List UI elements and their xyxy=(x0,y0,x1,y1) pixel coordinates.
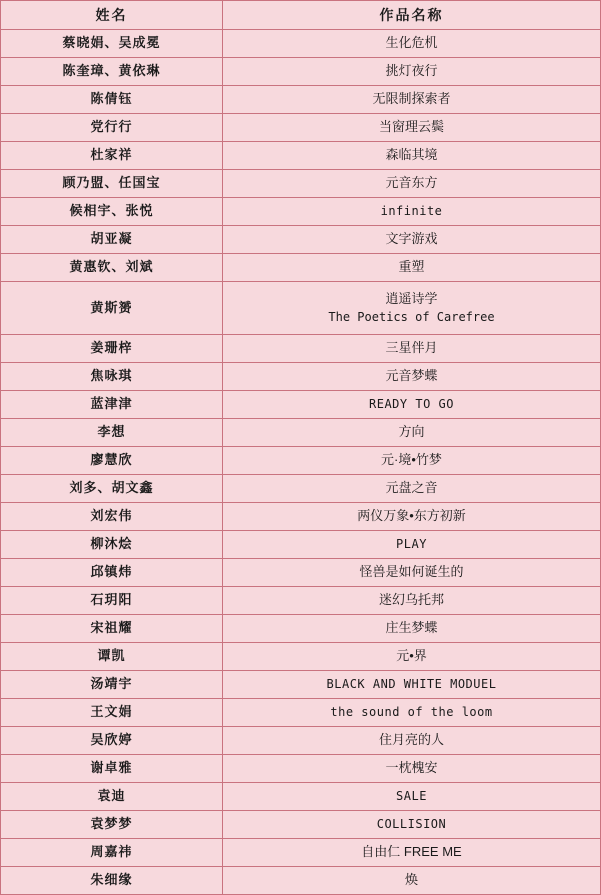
cell-name: 杜家祥 xyxy=(1,142,223,170)
table-row xyxy=(1,86,601,114)
cell-name: 廖慧欣 xyxy=(1,447,223,475)
cell-name: 邱镇炜 xyxy=(1,559,223,587)
table-row xyxy=(1,335,601,363)
cell-work: 元音梦蝶 xyxy=(223,363,601,391)
cell-work: 元•界 xyxy=(223,643,601,671)
table-row xyxy=(1,170,601,198)
table-row xyxy=(1,114,601,142)
table-row xyxy=(1,671,601,699)
cell-name: 蓝津津 xyxy=(1,391,223,419)
table-row xyxy=(1,503,601,531)
table-row xyxy=(1,699,601,727)
cell-work: 两仪万象•东方初新 xyxy=(223,503,601,531)
column-header-work: 作品名称 xyxy=(223,1,601,30)
cell-work: 迷幻乌托邦 xyxy=(223,587,601,615)
cell-name: 宋祖耀 xyxy=(1,615,223,643)
cell-work: COLLISION xyxy=(223,811,601,839)
cell-work: BLACK AND WHITE MODUEL xyxy=(223,671,601,699)
cell-work: 生化危机 xyxy=(223,30,601,58)
cell-name: 刘宏伟 xyxy=(1,503,223,531)
cell-work: 方向 xyxy=(223,419,601,447)
table-row xyxy=(1,363,601,391)
cell-work: 挑灯夜行 xyxy=(223,58,601,86)
cell-work: 元盘之音 xyxy=(223,475,601,503)
column-header-name: 姓名 xyxy=(1,1,223,30)
cell-name: 石玥阳 xyxy=(1,587,223,615)
cell-name: 吴欣婷 xyxy=(1,727,223,755)
cell-work: 元音东方 xyxy=(223,170,601,198)
cell-name: 刘多、胡文鑫 xyxy=(1,475,223,503)
cell-work: 森临其境 xyxy=(223,142,601,170)
cell-work-line-1: 逍遥诗学 xyxy=(385,290,438,306)
cell-name: 袁迪 xyxy=(1,783,223,811)
cell-name: 蔡晓娟、吴成冕 xyxy=(1,30,223,58)
table-row xyxy=(1,531,601,559)
cell-name: 党行行 xyxy=(1,114,223,142)
cell-work: 住月亮的人 xyxy=(223,727,601,755)
table-row xyxy=(1,587,601,615)
cell-name: 焦咏琪 xyxy=(1,363,223,391)
table-row xyxy=(1,447,601,475)
cell-work: 文字游戏 xyxy=(223,226,601,254)
table-row xyxy=(1,30,601,58)
table-row xyxy=(1,811,601,839)
cell-name: 谭凯 xyxy=(1,643,223,671)
cell-name: 陈奎璋、黄依琳 xyxy=(1,58,223,86)
cell-work: 重塑 xyxy=(223,254,601,282)
table-row xyxy=(1,783,601,811)
cell-work: READY TO GO xyxy=(223,391,601,419)
cell-work xyxy=(223,282,601,335)
cell-name: 袁梦梦 xyxy=(1,811,223,839)
cell-name: 谢卓雅 xyxy=(1,755,223,783)
table-row xyxy=(1,727,601,755)
cell-work: 自由仁 FREE ME xyxy=(223,839,601,867)
cell-name: 陈倩钰 xyxy=(1,86,223,114)
table-row xyxy=(1,226,601,254)
table-row xyxy=(1,142,601,170)
cell-work: 当窗理云鬓 xyxy=(223,114,601,142)
table-row xyxy=(1,839,601,867)
cell-work: infinite xyxy=(223,198,601,226)
table-header xyxy=(1,1,601,30)
cell-name: 姜珊梓 xyxy=(1,335,223,363)
cell-name: 胡亚凝 xyxy=(1,226,223,254)
table-row xyxy=(1,615,601,643)
cell-work: 三星伴月 xyxy=(223,335,601,363)
cell-name: 柳沐烩 xyxy=(1,531,223,559)
table-body xyxy=(1,30,601,895)
cell-name: 汤靖宇 xyxy=(1,671,223,699)
cell-work: 焕 xyxy=(223,867,601,895)
table-row xyxy=(1,559,601,587)
cell-name: 朱细缘 xyxy=(1,867,223,895)
cell-name: 候相宇、张悦 xyxy=(1,198,223,226)
table-row xyxy=(1,867,601,895)
cell-name: 顾乃盟、任国宝 xyxy=(1,170,223,198)
cell-name: 李想 xyxy=(1,419,223,447)
cell-work: 元·境•竹梦 xyxy=(223,447,601,475)
table-row xyxy=(1,391,601,419)
table-row xyxy=(1,643,601,671)
table-row xyxy=(1,58,601,86)
cell-work: 庄生梦蝶 xyxy=(223,615,601,643)
cell-work-line-2: The Poetics of Carefree xyxy=(328,309,495,324)
cell-work: 怪兽是如何诞生的 xyxy=(223,559,601,587)
cell-work: SALE xyxy=(223,783,601,811)
table-row xyxy=(1,475,601,503)
cell-work: 无限制探索者 xyxy=(223,86,601,114)
cell-name: 周嘉祎 xyxy=(1,839,223,867)
cell-name: 黄惠钦、刘斌 xyxy=(1,254,223,282)
table-row xyxy=(1,419,601,447)
table-header-row xyxy=(1,1,601,30)
cell-name: 黄斯赟 xyxy=(1,282,223,335)
cell-name: 王文娟 xyxy=(1,699,223,727)
table-row xyxy=(1,254,601,282)
table-row xyxy=(1,755,601,783)
cell-work: PLAY xyxy=(223,531,601,559)
table-row xyxy=(1,198,601,226)
table-row xyxy=(1,282,601,335)
cell-work: the sound of the loom xyxy=(223,699,601,727)
cell-work: 一枕槐安 xyxy=(223,755,601,783)
